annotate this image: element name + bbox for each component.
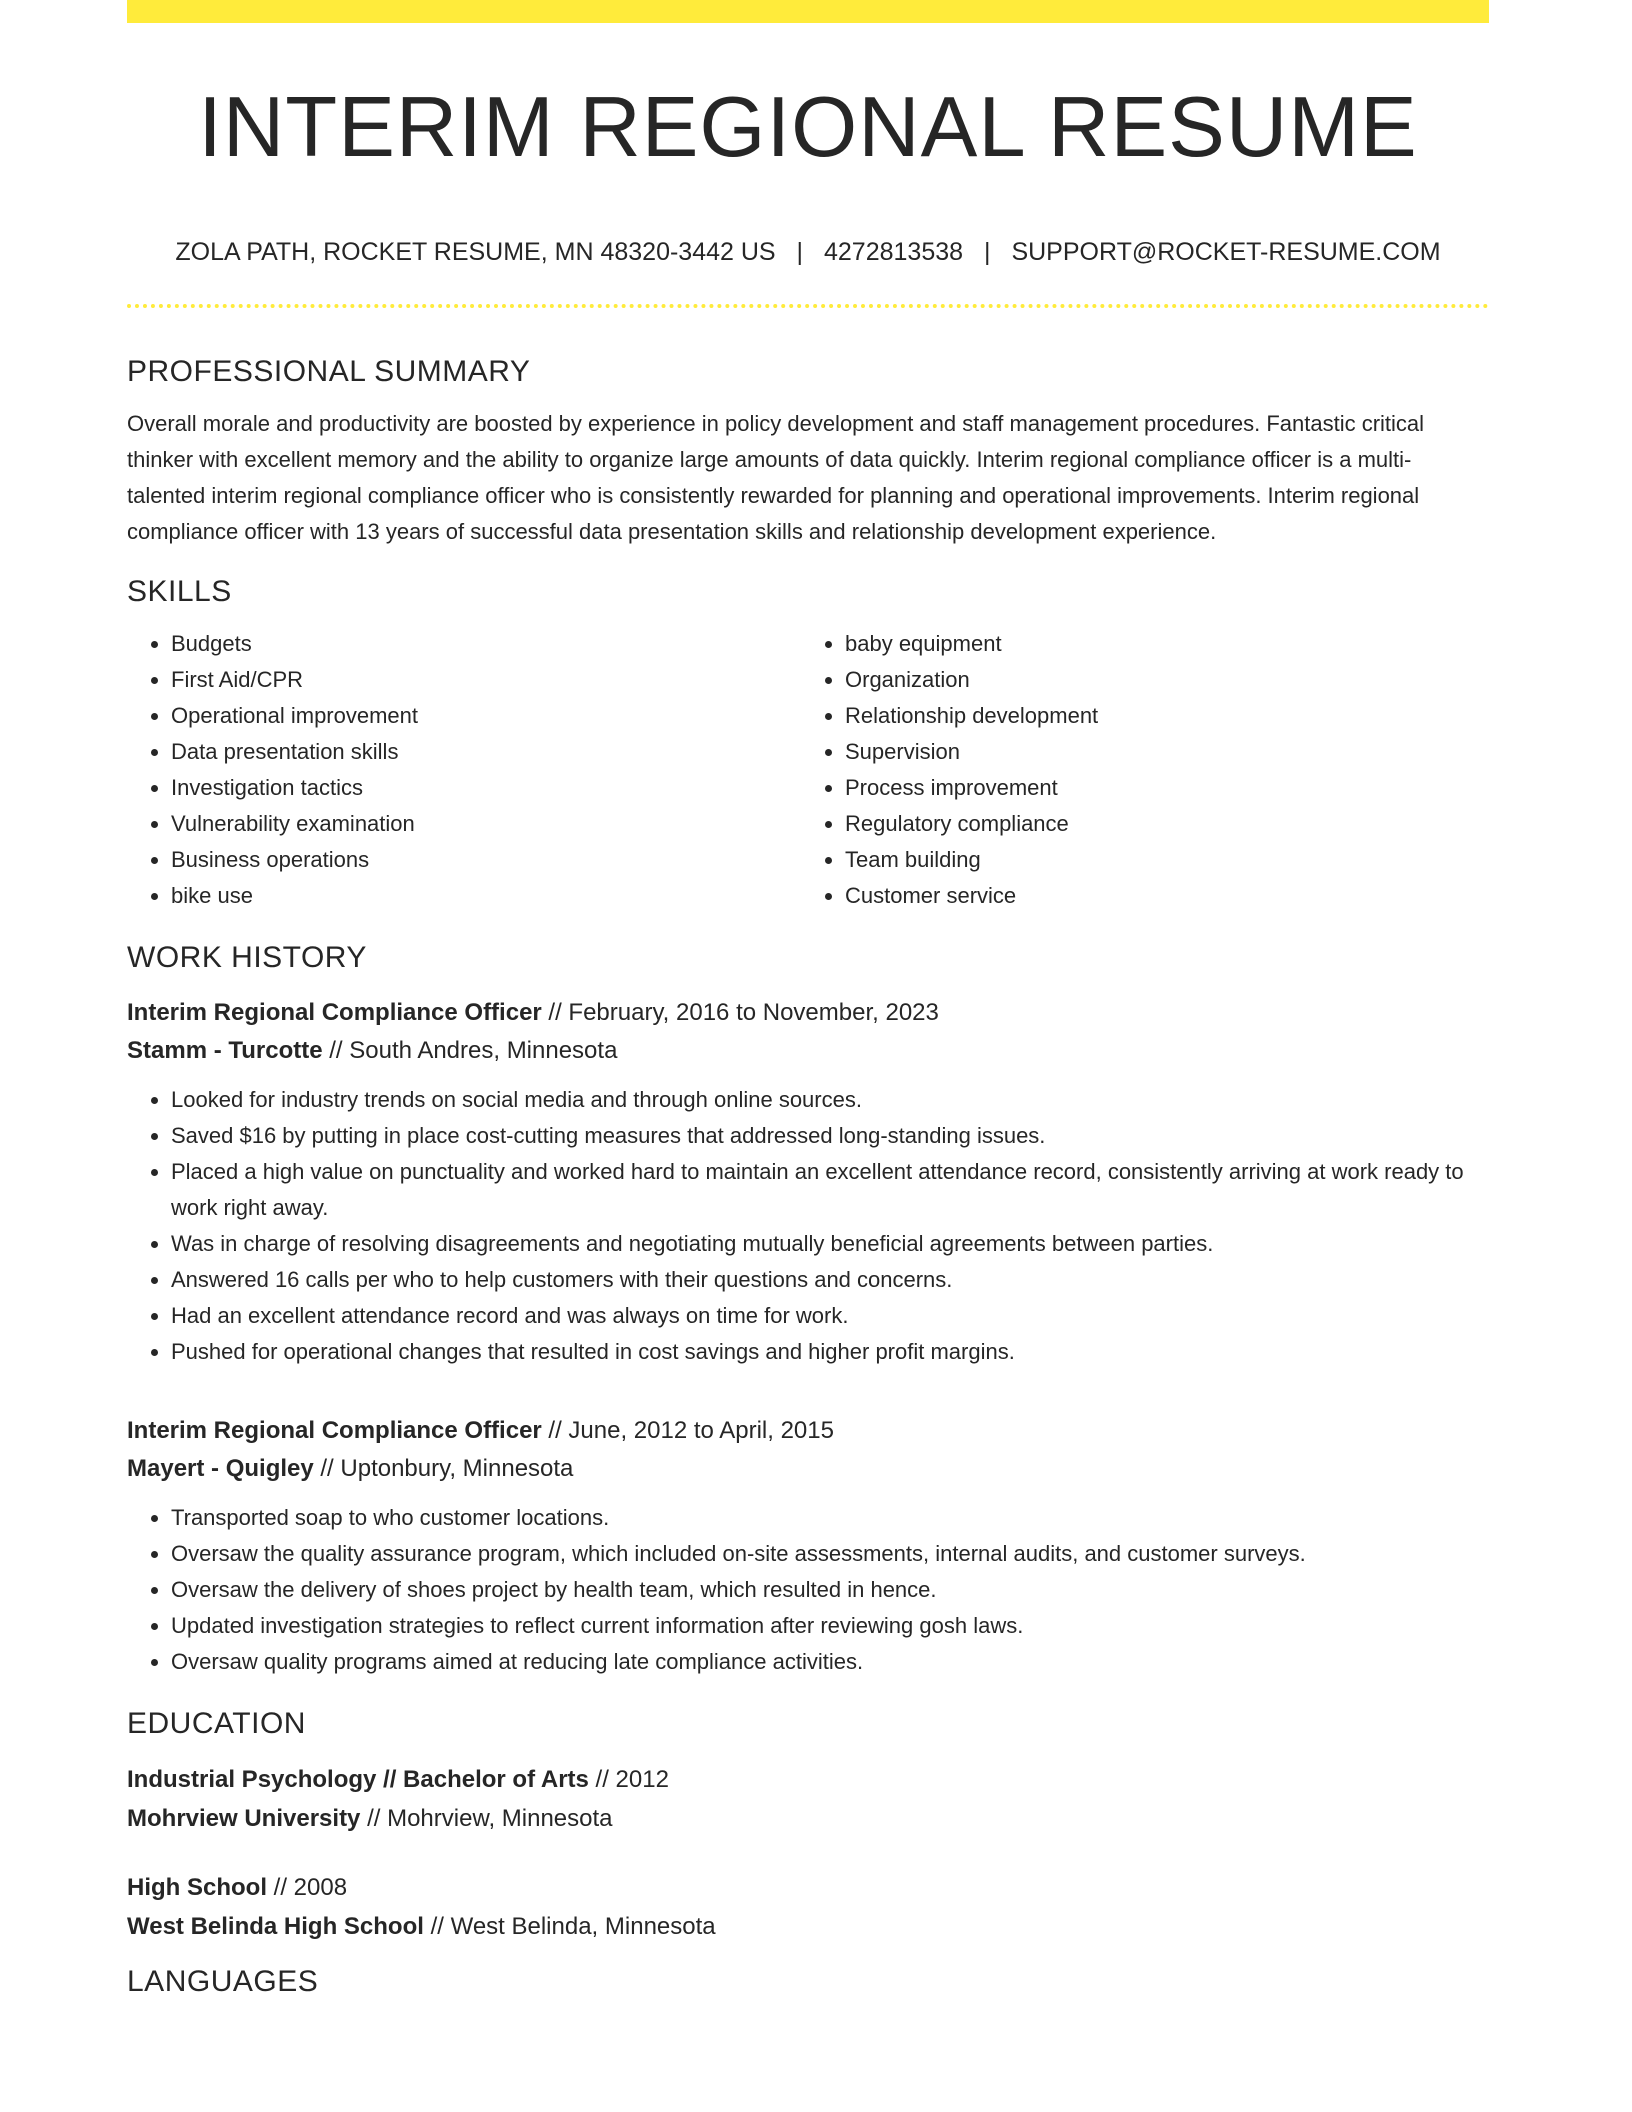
accent-top-bar: [127, 0, 1489, 23]
spacer: [127, 1370, 1477, 1400]
skill-item: • Business operations: [171, 842, 801, 878]
education-entry: [127, 1868, 1477, 1946]
summary-text: Overall morale and productivity are boosted by experience in policy development and staff management procedures. Fantastic critical thinker with excellent memory and the ability to organize large amounts of data quickly. Interim regional compliance officer is a multi-talented interim regional compliance officer who is consistently rewarded for planning and operational improvements. Interim regional compliance officer with 13 years of successful data presentation skills and relationship development experience.: [127, 411, 1425, 544]
resume-body: [127, 348, 1477, 2006]
education-degree-line: [127, 1868, 1477, 1907]
skills-columns: [127, 626, 1477, 914]
resume-title: INTERIM REGIONAL RESUME: [198, 80, 1418, 175]
skill-item: • Vulnerability examination: [171, 806, 801, 842]
skill-item: • Relationship development: [845, 698, 1475, 734]
education-heading: EDUCATION: [127, 1707, 306, 1740]
job-company-line: [127, 1032, 1477, 1070]
languages-heading: LANGUAGES: [127, 1965, 319, 1998]
skills-heading: SKILLS: [127, 575, 232, 608]
job-bullet: • Looked for industry trends on social media and through online sources.: [171, 1082, 1477, 1118]
skill-item: • Data presentation skills: [171, 734, 801, 770]
job-title: Interim Regional Compliance Officer: [127, 1417, 542, 1444]
job-title-line: [127, 994, 1477, 1032]
skill-item: • baby equipment: [845, 626, 1475, 662]
job-location: // South Andres, Minnesota: [322, 1037, 618, 1064]
job-company: Mayert - Quigley: [127, 1455, 314, 1482]
job-bullet: • Saved $16 by putting in place cost-cutting measures that addressed long-standing issues.: [171, 1118, 1477, 1154]
education-degree-line: [127, 1760, 1477, 1799]
job-bullet: • Transported soap to who customer locations.: [171, 1500, 1477, 1536]
skill-item: • Regulatory compliance: [845, 806, 1475, 842]
skill-item: • Investigation tactics: [171, 770, 801, 806]
job-entry: [127, 1412, 1477, 1488]
education-school-line: [127, 1799, 1477, 1838]
job-dates: // February, 2016 to November, 2023: [541, 999, 939, 1026]
skill-item: • bike use: [171, 878, 801, 914]
contact-phone: 4272813538: [824, 238, 964, 266]
job-bullets: [127, 1082, 1477, 1370]
job-company: Stamm - Turcotte: [127, 1037, 323, 1064]
education-school-line: [127, 1907, 1477, 1946]
skill-item: • First Aid/CPR: [171, 662, 801, 698]
skill-item: • Customer service: [845, 878, 1475, 914]
spacer: [127, 1838, 1477, 1868]
skill-item: • Supervision: [845, 734, 1475, 770]
contact-separator: |: [984, 238, 991, 266]
education-year: // 2012: [588, 1766, 669, 1793]
job-bullet: • Oversaw the delivery of shoes project by health team, which resulted in hence.: [171, 1572, 1477, 1608]
job-bullet: • Oversaw quality programs aimed at reducing late compliance activities.: [171, 1644, 1477, 1680]
contact-separator: |: [796, 238, 804, 266]
skill-item: • Organization: [845, 662, 1475, 698]
spacer: [127, 1946, 1477, 1958]
skills-list-left: [127, 626, 801, 914]
skill-item: • Budgets: [171, 626, 801, 662]
spacer: [127, 1680, 1477, 1700]
job-bullet: • Updated investigation strategies to reflect current information after reviewing gosh laws.: [171, 1608, 1477, 1644]
contact-address: ZOLA PATH, ROCKET RESUME, MN 48320-3442 US: [175, 238, 776, 266]
summary-heading: PROFESSIONAL SUMMARY: [127, 355, 531, 388]
job-location: // Uptonbury, Minnesota: [313, 1455, 574, 1482]
education-year: // 2008: [267, 1874, 348, 1901]
job-bullet: • Had an excellent attendance record and was always on time for work.: [171, 1298, 1477, 1334]
skill-item: • Team building: [845, 842, 1475, 878]
job-bullet: • Answered 16 calls per who to help customers with their questions and concerns.: [171, 1262, 1477, 1298]
contact-line: [127, 232, 1489, 272]
education-school: Mohrview University: [127, 1805, 361, 1832]
education-degree: Industrial Psychology // Bachelor of Arts: [127, 1766, 589, 1793]
education-degree: High School: [127, 1874, 267, 1901]
job-bullet: • Placed a high value on punctuality and worked hard to maintain an excellent attendance record, consistently arriving at work ready to work right away.: [171, 1154, 1477, 1226]
job-title-line: [127, 1412, 1477, 1450]
job-bullet: • Was in charge of resolving disagreements and negotiating mutually beneficial agreements between parties.: [171, 1226, 1477, 1262]
contact-email: SUPPORT@ROCKET-RESUME.COM: [1011, 238, 1441, 266]
job-bullets: [127, 1500, 1477, 1680]
job-title: Interim Regional Compliance Officer: [127, 999, 542, 1026]
work-history-heading: WORK HISTORY: [127, 941, 367, 974]
job-bullet: • Pushed for operational changes that resulted in cost savings and higher profit margins.: [171, 1334, 1477, 1370]
education-location: // Mohrview, Minnesota: [360, 1805, 613, 1832]
skill-item: • Operational improvement: [171, 698, 801, 734]
dotted-divider: [127, 304, 1489, 308]
job-entry: [127, 994, 1477, 1070]
education-entry: [127, 1760, 1477, 1838]
job-dates: // June, 2012 to April, 2015: [541, 1417, 834, 1444]
skills-list-right: [801, 626, 1475, 914]
education-location: // West Belinda, Minnesota: [423, 1913, 716, 1940]
education-school: West Belinda High School: [127, 1913, 424, 1940]
job-company-line: [127, 1450, 1477, 1488]
skill-item: • Process improvement: [845, 770, 1475, 806]
job-bullet: • Oversaw the quality assurance program, which included on-site assessments, internal audits, and customer surveys.: [171, 1536, 1477, 1572]
